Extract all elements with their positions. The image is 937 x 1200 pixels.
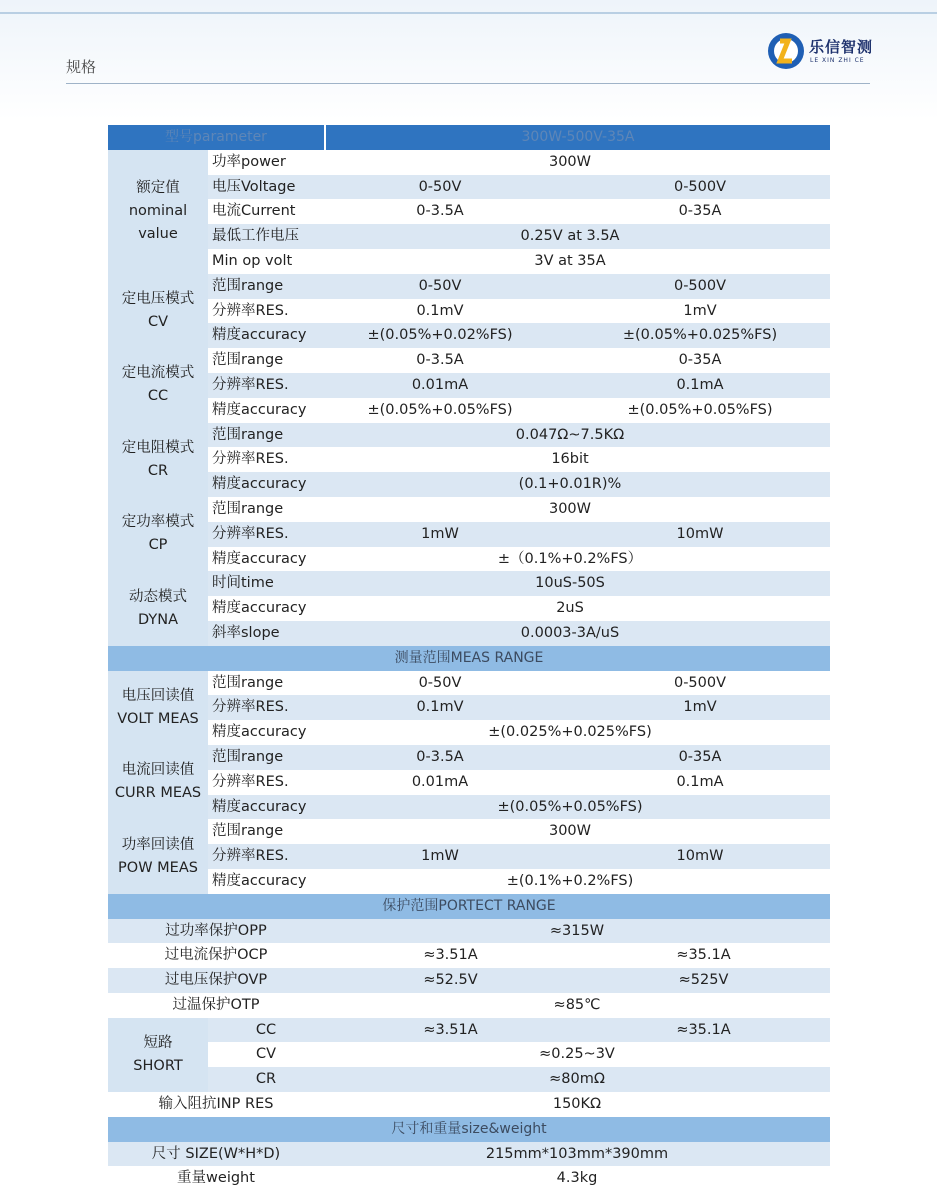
value-2: ≈35.1A — [676, 1021, 731, 1038]
value-1: ±（0.1%+0.2%FS） — [497, 550, 643, 567]
value-1: 0-50V — [418, 178, 462, 195]
brand-name-cn: 乐信智测 — [809, 38, 874, 56]
group-rows-short — [208, 1018, 830, 1092]
table-row — [208, 1042, 830, 1067]
value-1: 0-50V — [418, 674, 462, 691]
table-row — [208, 869, 830, 894]
param-label: 范围range — [212, 674, 284, 691]
value-2: 0-500V — [673, 674, 727, 691]
value-1: 215mm*103mm*390mm — [485, 1145, 669, 1162]
value-cells — [324, 1042, 830, 1067]
table-row — [208, 175, 830, 200]
group-dyna — [108, 571, 830, 645]
value-1: 2uS — [556, 600, 584, 617]
table-row — [208, 745, 830, 770]
table-row — [208, 199, 830, 224]
value-cells — [310, 150, 830, 175]
table-row — [208, 224, 830, 249]
section-header-size: 尺寸和重量size&weight — [108, 1117, 830, 1142]
group-rows-curr_meas — [208, 745, 830, 819]
group-label-cp: 定功率模式 CP — [108, 497, 208, 571]
group-label-cc: 定电流模式 CC — [108, 348, 208, 422]
group-label-cv: 定电压模式 CV — [108, 274, 208, 348]
value-cells — [324, 1018, 830, 1043]
value-1: ±(0.05%+0.02%FS) — [367, 327, 513, 344]
value-1: ≈52.5V — [423, 972, 478, 989]
value-1: 1mW — [421, 525, 459, 542]
group-rows-rated — [208, 150, 830, 274]
protect-row — [108, 993, 830, 1018]
param-label: 电压Voltage — [212, 178, 296, 195]
value-cells — [324, 968, 830, 993]
param-label: Min op volt — [212, 252, 293, 269]
value-1: 0-3.5A — [416, 748, 464, 765]
table-row — [208, 720, 830, 745]
param-label: 分辨率RES. — [212, 699, 289, 716]
value-cells — [310, 323, 830, 348]
group-rows-pow_meas — [208, 819, 830, 893]
table-row — [208, 695, 830, 720]
value-cells — [324, 919, 830, 944]
param-label: 输入阻抗INP RES — [158, 1096, 274, 1113]
table-row — [208, 249, 830, 274]
table-row — [208, 299, 830, 324]
value-2: 0-35A — [678, 203, 722, 220]
value-1: 0.1mV — [416, 699, 464, 716]
value-cells — [310, 795, 830, 820]
param-label: 范围range — [212, 277, 284, 294]
group-label-rated: 额定值 nominal value — [108, 150, 208, 274]
table-row — [208, 571, 830, 596]
header-rule — [66, 83, 870, 84]
group-short — [108, 1018, 830, 1092]
value-1: 300W — [548, 823, 591, 840]
table-row — [208, 150, 830, 175]
table-row — [208, 398, 830, 423]
group-volt_meas — [108, 671, 830, 745]
param-label: 过功率保护OPP — [165, 922, 267, 939]
value-cells — [310, 299, 830, 324]
param-label: CC — [255, 1021, 277, 1038]
table-row — [208, 497, 830, 522]
table-row — [208, 547, 830, 572]
value-cells — [310, 720, 830, 745]
brand-logo — [766, 30, 896, 72]
value-1: 0.1mV — [416, 302, 464, 319]
param-label: CV — [255, 1046, 277, 1063]
param-label: 分辨率RES. — [212, 525, 289, 542]
value-1: ≈315W — [549, 922, 605, 939]
param-label: 范围range — [212, 823, 284, 840]
value-2: 10mW — [676, 525, 724, 542]
value-cells — [310, 175, 830, 200]
table-row — [208, 323, 830, 348]
value-1: ≈85℃ — [553, 996, 601, 1013]
value-cells — [310, 745, 830, 770]
group-rows-cr — [208, 423, 830, 497]
protect-row — [108, 943, 830, 968]
param-label: 过电流保护OCP — [164, 947, 268, 964]
value-1: 0-3.5A — [416, 352, 464, 369]
value-2: 10mW — [676, 848, 724, 865]
table-row — [208, 373, 830, 398]
top-rule — [0, 12, 937, 14]
param-label: 精度accuracy — [212, 724, 307, 741]
group-cr — [108, 423, 830, 497]
value-1: (0.1+0.01R)% — [518, 476, 622, 493]
value-1: 3V at 35A — [534, 252, 606, 269]
value-2: ±(0.05%+0.05%FS) — [627, 401, 773, 418]
value-cells — [310, 695, 830, 720]
value-cells — [310, 274, 830, 299]
section-header-protect: 保护范围PORTECT RANGE — [108, 894, 830, 919]
param-label: 时间time — [212, 575, 274, 592]
param-label: 范围range — [212, 748, 284, 765]
table-row — [208, 348, 830, 373]
value-1: 4.3kg — [556, 1170, 598, 1187]
param-label: 精度accuracy — [212, 401, 307, 418]
table-row — [208, 770, 830, 795]
value-cells — [310, 249, 830, 274]
group-label-curr_meas: 电流回读值 CURR MEAS — [108, 745, 208, 819]
param-label: 范围range — [212, 500, 284, 517]
param-label: 精度accuracy — [212, 872, 307, 889]
value-2: 0-500V — [673, 178, 727, 195]
param-label: 精度accuracy — [212, 327, 307, 344]
value-cells — [310, 373, 830, 398]
group-cv — [108, 274, 830, 348]
param-label: 功率power — [212, 153, 286, 170]
table-header-row — [108, 125, 830, 150]
value-1: 300W — [548, 500, 591, 517]
value-cells — [310, 596, 830, 621]
param-label: 最低工作电压 — [212, 228, 299, 245]
value-cells — [310, 621, 830, 646]
value-1: ≈0.25~3V — [539, 1046, 615, 1063]
value-2: 0.1mA — [676, 376, 724, 393]
value-cells — [310, 348, 830, 373]
value-1: 1mW — [421, 848, 459, 865]
param-label: 过温保护OTP — [172, 996, 260, 1013]
page-label: 规格 — [66, 58, 97, 76]
value-cells — [324, 1067, 830, 1092]
group-label-cr: 定电阻模式 CR — [108, 423, 208, 497]
size-row — [108, 1142, 830, 1167]
param-label: 分辨率RES. — [212, 773, 289, 790]
value-1: 0.01mA — [411, 773, 469, 790]
value-1: 0.047Ω~7.5KΩ — [515, 426, 625, 443]
table-row — [208, 671, 830, 696]
value-cells — [310, 770, 830, 795]
param-label: 分辨率RES. — [212, 848, 289, 865]
param-label: 精度accuracy — [212, 600, 307, 617]
value-cells — [324, 1142, 830, 1167]
param-label: 过电压保护OVP — [164, 972, 268, 989]
value-cells — [310, 497, 830, 522]
param-label: 范围range — [212, 352, 284, 369]
value-1: ±(0.05%+0.05%FS) — [367, 401, 513, 418]
header-col-parameter: 型号parameter — [165, 129, 267, 145]
table-row — [208, 1067, 830, 1092]
value-cells — [310, 869, 830, 894]
value-cells — [310, 522, 830, 547]
value-cells — [324, 1092, 830, 1117]
brand-name-en: LE XIN ZHI CE — [810, 57, 865, 64]
group-curr_meas — [108, 745, 830, 819]
group-cp — [108, 497, 830, 571]
value-1: 150KΩ — [552, 1096, 602, 1113]
value-cells — [310, 547, 830, 572]
value-1: 0-3.5A — [416, 203, 464, 220]
value-2: ±(0.05%+0.025%FS) — [622, 327, 778, 344]
value-cells — [324, 993, 830, 1018]
value-2: 0-35A — [678, 352, 722, 369]
value-1: ≈3.51A — [423, 1021, 478, 1038]
value-cells — [310, 447, 830, 472]
value-2: ≈525V — [678, 972, 729, 989]
value-1: ±(0.1%+0.2%FS) — [506, 872, 634, 889]
param-label: 分辨率RES. — [212, 451, 289, 468]
group-rows-dyna — [208, 571, 830, 645]
value-cells — [310, 472, 830, 497]
value-1: ≈80mΩ — [549, 1071, 605, 1088]
param-label: 尺寸 SIZE(W*H*D) — [151, 1145, 281, 1162]
value-2: 1mV — [683, 699, 717, 716]
spec-table — [108, 125, 830, 1191]
value-1: 10uS-50S — [535, 575, 605, 592]
value-cells — [310, 224, 830, 249]
param-label: 精度accuracy — [212, 550, 307, 567]
group-label-short: 短路 SHORT — [108, 1018, 208, 1092]
group-rows-cv — [208, 274, 830, 348]
group-pow_meas — [108, 819, 830, 893]
table-row — [208, 621, 830, 646]
value-cells — [310, 671, 830, 696]
value-1: 0.01mA — [411, 376, 469, 393]
value-1: 0.0003-3A/uS — [520, 624, 620, 641]
inp-res-row — [108, 1092, 830, 1117]
section-header-meas: 测量范围MEAS RANGE — [108, 646, 830, 671]
group-cc — [108, 348, 830, 422]
group-label-dyna: 动态模式 DYNA — [108, 571, 208, 645]
param-label: 分辨率RES. — [212, 376, 289, 393]
value-1: ≈3.51A — [423, 947, 478, 964]
table-row — [208, 423, 830, 448]
size-row — [108, 1166, 830, 1191]
value-cells — [324, 1166, 830, 1191]
value-cells — [310, 844, 830, 869]
param-label: 精度accuracy — [212, 476, 307, 493]
param-label: 分辨率RES. — [212, 302, 289, 319]
table-row — [208, 795, 830, 820]
value-cells — [310, 398, 830, 423]
group-label-volt_meas: 电压回读值 VOLT MEAS — [108, 671, 208, 745]
table-row — [208, 1018, 830, 1043]
brand-mark-icon — [766, 31, 806, 71]
value-1: 16bit — [551, 451, 589, 468]
value-1: ±(0.025%+0.025%FS) — [488, 724, 652, 741]
group-rows-cc — [208, 348, 830, 422]
header-col-model: 300W-500V-35A — [324, 125, 830, 150]
value-2: 0-35A — [678, 748, 722, 765]
value-cells — [310, 423, 830, 448]
value-2: 0-500V — [673, 277, 727, 294]
protect-row — [108, 968, 830, 993]
param-label: 斜率slope — [212, 624, 280, 641]
value-cells — [310, 199, 830, 224]
param-label: 重量weight — [177, 1170, 255, 1187]
table-row — [208, 819, 830, 844]
protect-row — [108, 919, 830, 944]
param-label: 精度accuracy — [212, 798, 307, 815]
table-row — [208, 596, 830, 621]
value-cells — [310, 571, 830, 596]
value-2: 0.1mA — [676, 773, 724, 790]
table-row — [208, 472, 830, 497]
value-1: 0-50V — [418, 277, 462, 294]
table-row — [208, 844, 830, 869]
param-label: 范围range — [212, 426, 284, 443]
group-rows-cp — [208, 497, 830, 571]
value-2: ≈35.1A — [676, 947, 731, 964]
value-cells — [310, 819, 830, 844]
value-cells — [324, 943, 830, 968]
value-1: 0.25V at 3.5A — [520, 228, 620, 245]
table-row — [208, 447, 830, 472]
value-1: 300W — [548, 153, 591, 170]
param-label: 电流Current — [212, 203, 296, 220]
param-label: CR — [255, 1071, 277, 1088]
value-1: ±(0.05%+0.05%FS) — [497, 798, 643, 815]
table-row — [208, 274, 830, 299]
table-row — [208, 522, 830, 547]
value-2: 1mV — [683, 302, 717, 319]
group-rated — [108, 150, 830, 274]
group-label-pow_meas: 功率回读值 POW MEAS — [108, 819, 208, 893]
group-rows-volt_meas — [208, 671, 830, 745]
